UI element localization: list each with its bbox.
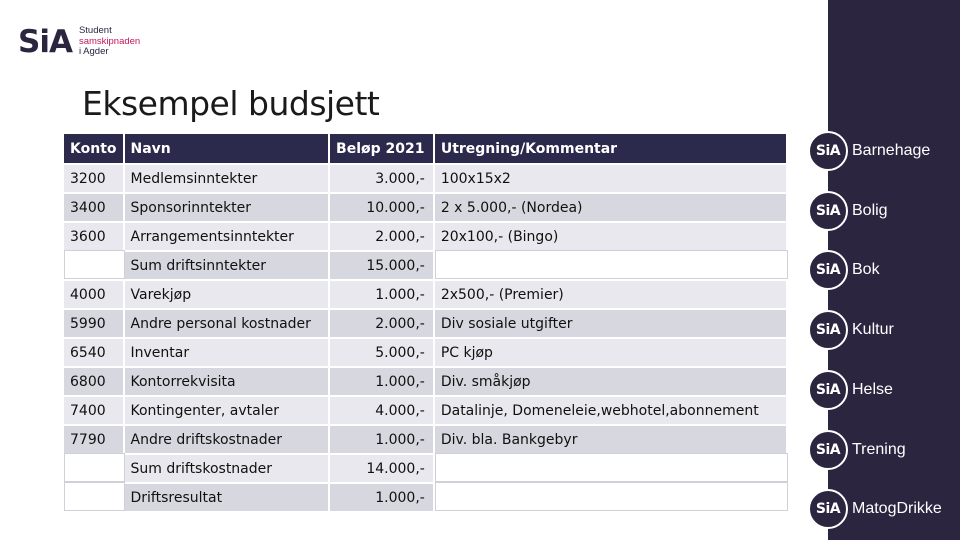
cell-navn: Sum driftskostnader xyxy=(125,453,331,482)
logo-line-2: samskipnaden xyxy=(78,35,141,47)
cell-kommentar: 2x500,- (Premier) xyxy=(435,279,788,308)
cell-kommentar xyxy=(435,250,788,279)
cell-navn: Arrangementsinntekter xyxy=(125,221,331,250)
cell-konto: 3200 xyxy=(64,163,125,192)
brand-item xyxy=(808,191,888,231)
cell-belop: 1.000,- xyxy=(330,482,435,511)
cell-kommentar: Div. småkjøp xyxy=(435,366,788,395)
cell-belop: 3.000,- xyxy=(330,163,435,192)
brand-name: Helse xyxy=(852,381,893,398)
cell-navn: Medlemsinntekter xyxy=(125,163,331,192)
cell-konto: 7400 xyxy=(64,395,125,424)
brand-item xyxy=(808,250,880,290)
brand-badge: SiA xyxy=(808,131,848,171)
cell-konto xyxy=(64,250,125,279)
brand-badge: SiA xyxy=(808,370,848,410)
cell-kommentar: 2 x 5.000,- (Nordea) xyxy=(435,192,788,221)
table-row xyxy=(64,308,788,337)
brand-name: Bok xyxy=(852,261,880,278)
cell-kommentar: Datalinje, Domeneleie,webhotel,abonnement xyxy=(435,395,788,424)
header-belop: Beløp 2021 xyxy=(330,134,435,163)
cell-kommentar: PC kjøp xyxy=(435,337,788,366)
logo-line-3: i Agder xyxy=(78,46,109,58)
brand-name: Barnehage xyxy=(852,142,931,159)
cell-konto: 3600 xyxy=(64,221,125,250)
brand-name: Trening xyxy=(852,441,906,458)
cell-belop: 1.000,- xyxy=(330,366,435,395)
cell-navn: Andre personal kostnader xyxy=(125,308,331,337)
table-header-row xyxy=(64,134,788,163)
sia-logo xyxy=(18,22,140,62)
cell-konto: 7790 xyxy=(64,424,125,453)
cell-navn: Varekjøp xyxy=(125,279,331,308)
brand-name: Kultur xyxy=(852,321,894,338)
cell-kommentar xyxy=(435,453,788,482)
cell-belop: 14.000,- xyxy=(330,453,435,482)
table-row xyxy=(64,337,788,366)
cell-kommentar: Div sosiale utgifter xyxy=(435,308,788,337)
table-row xyxy=(64,192,788,221)
page-title: Eksempel budsjett xyxy=(82,84,380,123)
cell-konto xyxy=(64,453,125,482)
brand-item xyxy=(808,370,893,410)
table-row xyxy=(64,163,788,192)
brand-name: Bolig xyxy=(852,202,888,219)
brand-item xyxy=(808,430,906,470)
cell-navn: Kontorrekvisita xyxy=(125,366,331,395)
cell-kommentar: 100x15x2 xyxy=(435,163,788,192)
table-row xyxy=(64,482,788,511)
table-row xyxy=(64,424,788,453)
cell-konto xyxy=(64,482,125,511)
cell-belop: 1.000,- xyxy=(330,424,435,453)
cell-konto: 4000 xyxy=(64,279,125,308)
table-row xyxy=(64,250,788,279)
cell-navn: Kontingenter, avtaler xyxy=(125,395,331,424)
cell-belop: 10.000,- xyxy=(330,192,435,221)
logo-line-1: Student xyxy=(78,25,112,37)
cell-konto: 6800 xyxy=(64,366,125,395)
cell-konto: 6540 xyxy=(64,337,125,366)
brand-item xyxy=(808,489,942,529)
brand-name: MatogDrikke xyxy=(852,500,942,517)
brand-badge: SiA xyxy=(808,310,848,350)
cell-belop: 2.000,- xyxy=(330,221,435,250)
table-row xyxy=(64,395,788,424)
cell-kommentar: Div. bla. Bankgebyr xyxy=(435,424,788,453)
table-row xyxy=(64,453,788,482)
cell-konto: 5990 xyxy=(64,308,125,337)
brand-badge: SiA xyxy=(808,489,848,529)
cell-belop: 2.000,- xyxy=(330,308,435,337)
cell-navn: Sponsorinntekter xyxy=(125,192,331,221)
cell-kommentar: 20x100,- (Bingo) xyxy=(435,221,788,250)
cell-belop: 5.000,- xyxy=(330,337,435,366)
budget-table xyxy=(64,134,788,511)
logo-text xyxy=(79,26,140,58)
table-row xyxy=(64,221,788,250)
header-konto: Konto xyxy=(64,134,125,163)
brand-item xyxy=(808,310,894,350)
table-row xyxy=(64,366,788,395)
logo-mark: SiA xyxy=(18,24,72,60)
cell-belop: 15.000,- xyxy=(330,250,435,279)
cell-navn: Sum driftsinntekter xyxy=(125,250,331,279)
header-kommentar: Utregning/Kommentar xyxy=(435,134,788,163)
brand-item xyxy=(808,131,930,171)
brand-badge: SiA xyxy=(808,191,848,231)
table-row xyxy=(64,279,788,308)
header-navn: Navn xyxy=(125,134,331,163)
brand-badge: SiA xyxy=(808,250,848,290)
cell-konto: 3400 xyxy=(64,192,125,221)
cell-navn: Driftsresultat xyxy=(125,482,331,511)
cell-navn: Inventar xyxy=(125,337,331,366)
cell-kommentar xyxy=(435,482,788,511)
cell-belop: 1.000,- xyxy=(330,279,435,308)
cell-belop: 4.000,- xyxy=(330,395,435,424)
brand-badge: SiA xyxy=(808,430,848,470)
cell-navn: Andre driftskostnader xyxy=(125,424,331,453)
